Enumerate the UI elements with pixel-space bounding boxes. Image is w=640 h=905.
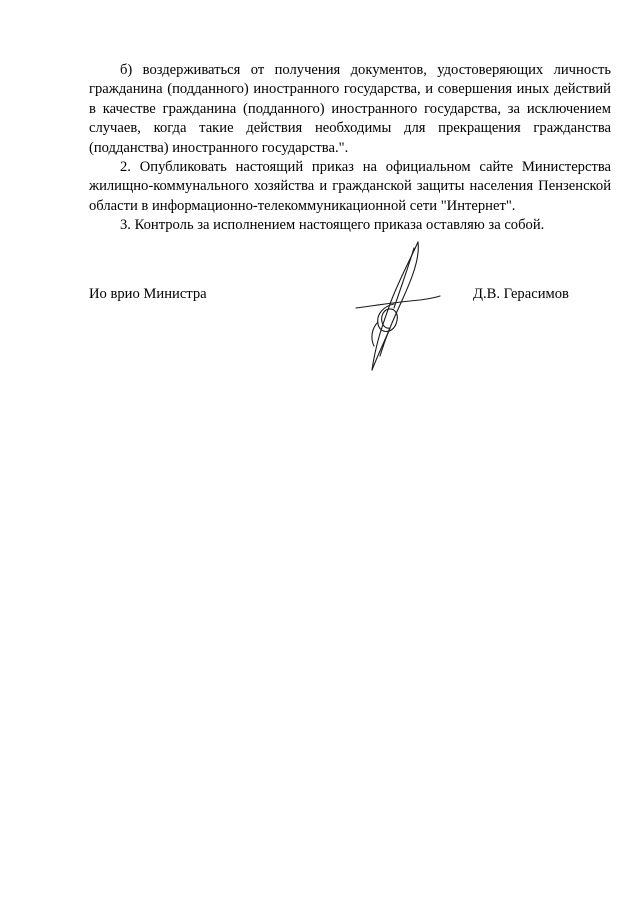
handwritten-signature bbox=[350, 238, 445, 378]
document-body bbox=[89, 61, 611, 236]
paragraph-publish-order: 2. Опубликовать настоящий приказ на официальном сайте Министерства жилищно-коммунального хозяйства и гражданской защиты населения Пензенской области в информационно-телекоммуникационной сети "Интернет". bbox=[89, 159, 611, 214]
paragraph-control: 3. Контроль за исполнением настоящего приказа оставляю за собой. bbox=[120, 217, 545, 234]
signatory-role: Ио врио Министра bbox=[89, 286, 207, 302]
paragraph-subclause-b: б) воздерживаться от получения документов, удостоверяющих личность гражданина (подданного) иностранного государства, и совершения иных действий в качестве гражданина (подданного) иностранного государства, за исключением случаев, когда такие действия необходимы для прекращения гражданства (подданства) иностранного государства.". bbox=[89, 62, 611, 156]
signatory-name: Д.В. Герасимов bbox=[473, 286, 569, 302]
